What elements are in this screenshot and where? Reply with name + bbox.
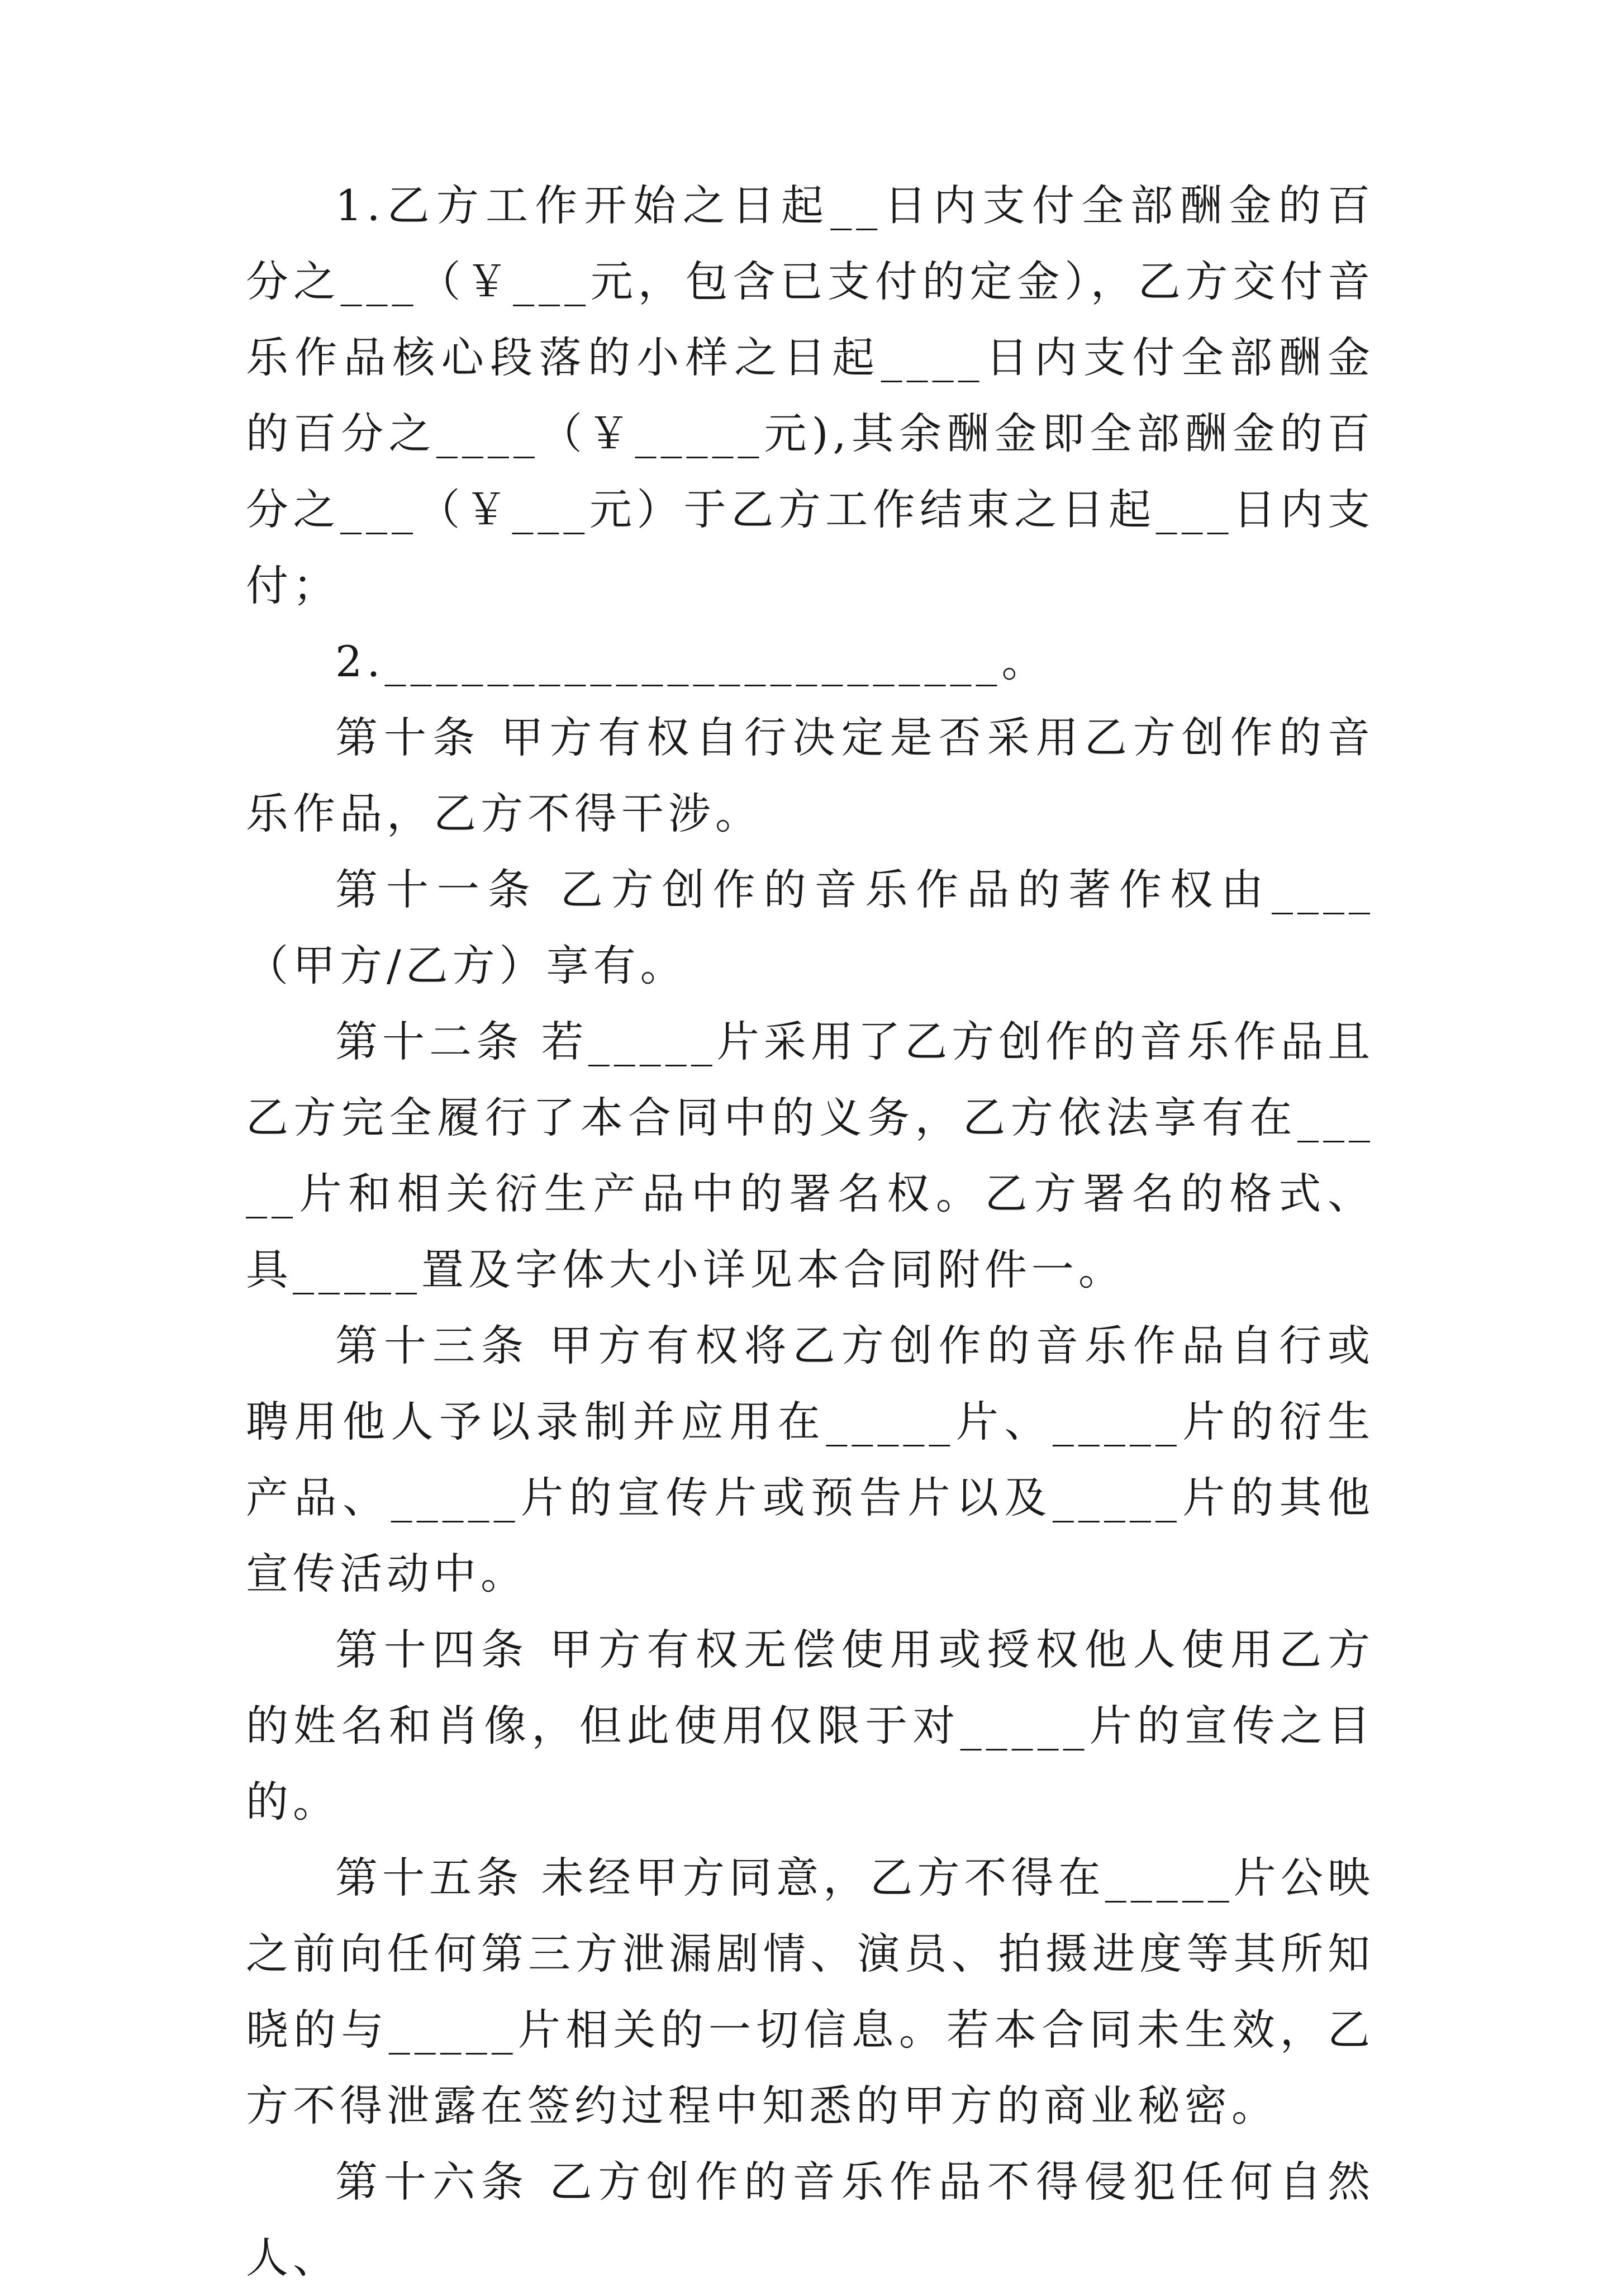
article-12: 第十二条 若_____片采用了乙方创作的音乐作品且乙方完全履行了本合同中的义务，乙方依法享有在_____片和相关衍生产品中的署名权。乙方署名的格式、具_____置及字体大小详见本合同附件一。 <box>246 1017 1375 1294</box>
article-13: 第十三条 甲方有权将乙方创作的音乐作品自行或聘用他人予以录制并应用在_____片、_____片的衍生产品、_____片的宣传片或预告片以及_____片的其他宣传活动中。 <box>246 1321 1375 1598</box>
article-11: 第十一条 乙方创作的音乐作品的著作权由____（甲方/乙方）享有。 <box>246 865 1375 990</box>
document-body <box>246 168 1375 2296</box>
article-14: 第十四条 甲方有权无偿使用或授权他人使用乙方的姓名和肖像，但此使用仅限于对_____片的宣传之目的。 <box>246 1625 1375 1827</box>
payment-clause-1: 1.乙方工作开始之日起__日内支付全部酬金的百分之___（￥___元，包含已支付的定金），乙方交付音乐作品核心段落的小样之日起____日内支付全部酬金的百分之____（￥_____元),其余酬金即全部酬金的百分之___（￥___元）于乙方工作结束之日起___日内支付； <box>246 181 1375 610</box>
article-10: 第十条 甲方有权自行决定是否采用乙方创作的音乐作品，乙方不得干涉。 <box>246 713 1375 838</box>
article-16: 第十六条 乙方创作的音乐作品不得侵犯任何自然人、 <box>246 2157 1375 2283</box>
article-15: 第十五条 未经甲方同意，乙方不得在_____片公映之前向任何第三方泄漏剧情、演员、拍摄进度等其所知晓的与_____片相关的一切信息。若本合同未生效，乙方不得泄露在签约过程中知悉的甲方的商业秘密。 <box>246 1853 1375 2131</box>
payment-clause-2: 2.________________________。 <box>335 637 1049 686</box>
